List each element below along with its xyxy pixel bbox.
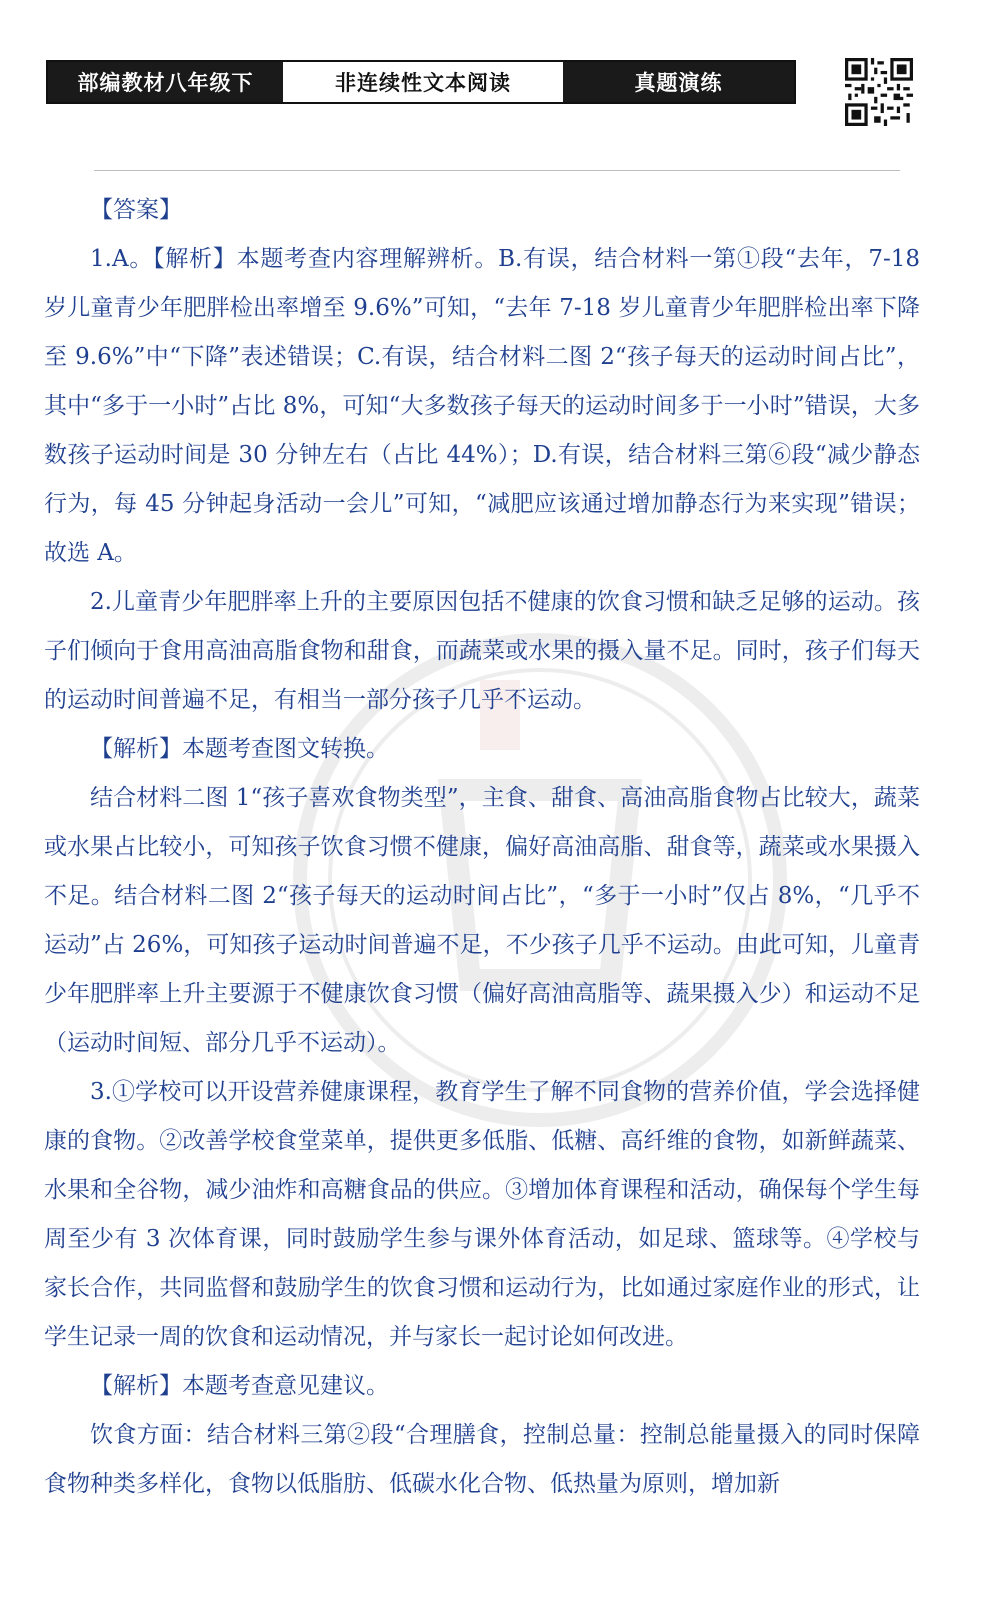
header-section-label: 真题演练 — [563, 62, 794, 102]
analysis-paragraph-2: 结合材料二图 1“孩子喜欢食物类型”，主食、甜食、高油高脂食物占比较大，蔬菜或水果占比较小，可知孩子饮食习惯不健康，偏好高油高脂、甜食等，蔬菜或水果摄入不足。结合材料二图 2“孩子每天的运动时间占比”，“多于一小时”仅占 8%，“几乎不运动”占 26%，可知孩子运动时间普遍不足，不少孩子几乎不运动。由此可知，儿童青少年肥胖率上升主要源于不健康饮食习惯（偏好高油高脂等、蔬果摄入少）和运动不足（运动时间短、部分几乎不运动）。 — [44, 785, 920, 1056]
answer-paragraph-1: 1.A。【解析】本题考查内容理解辨析。B.有误，结合材料一第①段“去年，7-18 岁儿童青少年肥胖检出率增至 9.6%”可知，“去年 7-18 岁儿童青少年肥胖检出率下降至 9.6%”中“下降”表述错误；C.有误，结合材料二图 2“孩子每天的运动时间占比”，其中“多于一小时”占比 8%，可知“大多数孩子每天的运动时间多于一小时”错误，大多数孩子运动时间是 30 分钟左右（占比 44%）；D.有误，结合材料三第⑥段“减少静态行为，每 45 分钟起身活动一会儿”可知，“减肥应该通过增加静态行为来实现”错误；故选 A。 — [44, 246, 920, 566]
analysis-heading-2: 【解析】本题考查图文转换。 — [90, 736, 389, 762]
qr-code-icon — [845, 58, 913, 126]
header-topic-label: 非连续性文本阅读 — [283, 62, 563, 102]
analysis-paragraph-3: 饮食方面：结合材料三第②段“合理膳食，控制总量：控制总能量摄入的同时保障食物种类多样化，食物以低脂肪、低碳水化合物、低热量为原则，增加新 — [44, 1422, 920, 1497]
answer-paragraph-3: 3.①学校可以开设营养健康课程，教育学生了解不同食物的营养价值，学会选择健康的食物。②改善学校食堂菜单，提供更多低脂、低糖、高纤维的食物，如新鲜蔬菜、水果和全谷物，减少油炸和高糖食品的供应。③增加体育课程和活动，确保每个学生每周至少有 3 次体育课，同时鼓励学生参与课外体育活动，如足球、篮球等。④学校与家长合作，共同监督和鼓励学生的饮食习惯和运动行为，比如通过家庭作业的形式，让学生记录一周的饮食和运动情况，并与家长一起讨论如何改进。 — [44, 1079, 920, 1350]
answer-content — [44, 186, 920, 1509]
header-subject-label: 部编教材八年级下 — [48, 62, 283, 102]
header-divider — [94, 170, 900, 171]
answer-paragraph-2: 2.儿童青少年肥胖率上升的主要原因包括不健康的饮食习惯和缺乏足够的运动。孩子们倾向于食用高油高脂食物和甜食，而蔬菜或水果的摄入量不足。同时，孩子们每天的运动时间普遍不足，有相当一部分孩子几乎不运动。 — [44, 589, 920, 713]
header-bar — [46, 60, 796, 104]
analysis-heading-3: 【解析】本题考查意见建议。 — [90, 1373, 389, 1399]
answer-heading: 【答案】 — [90, 197, 182, 223]
